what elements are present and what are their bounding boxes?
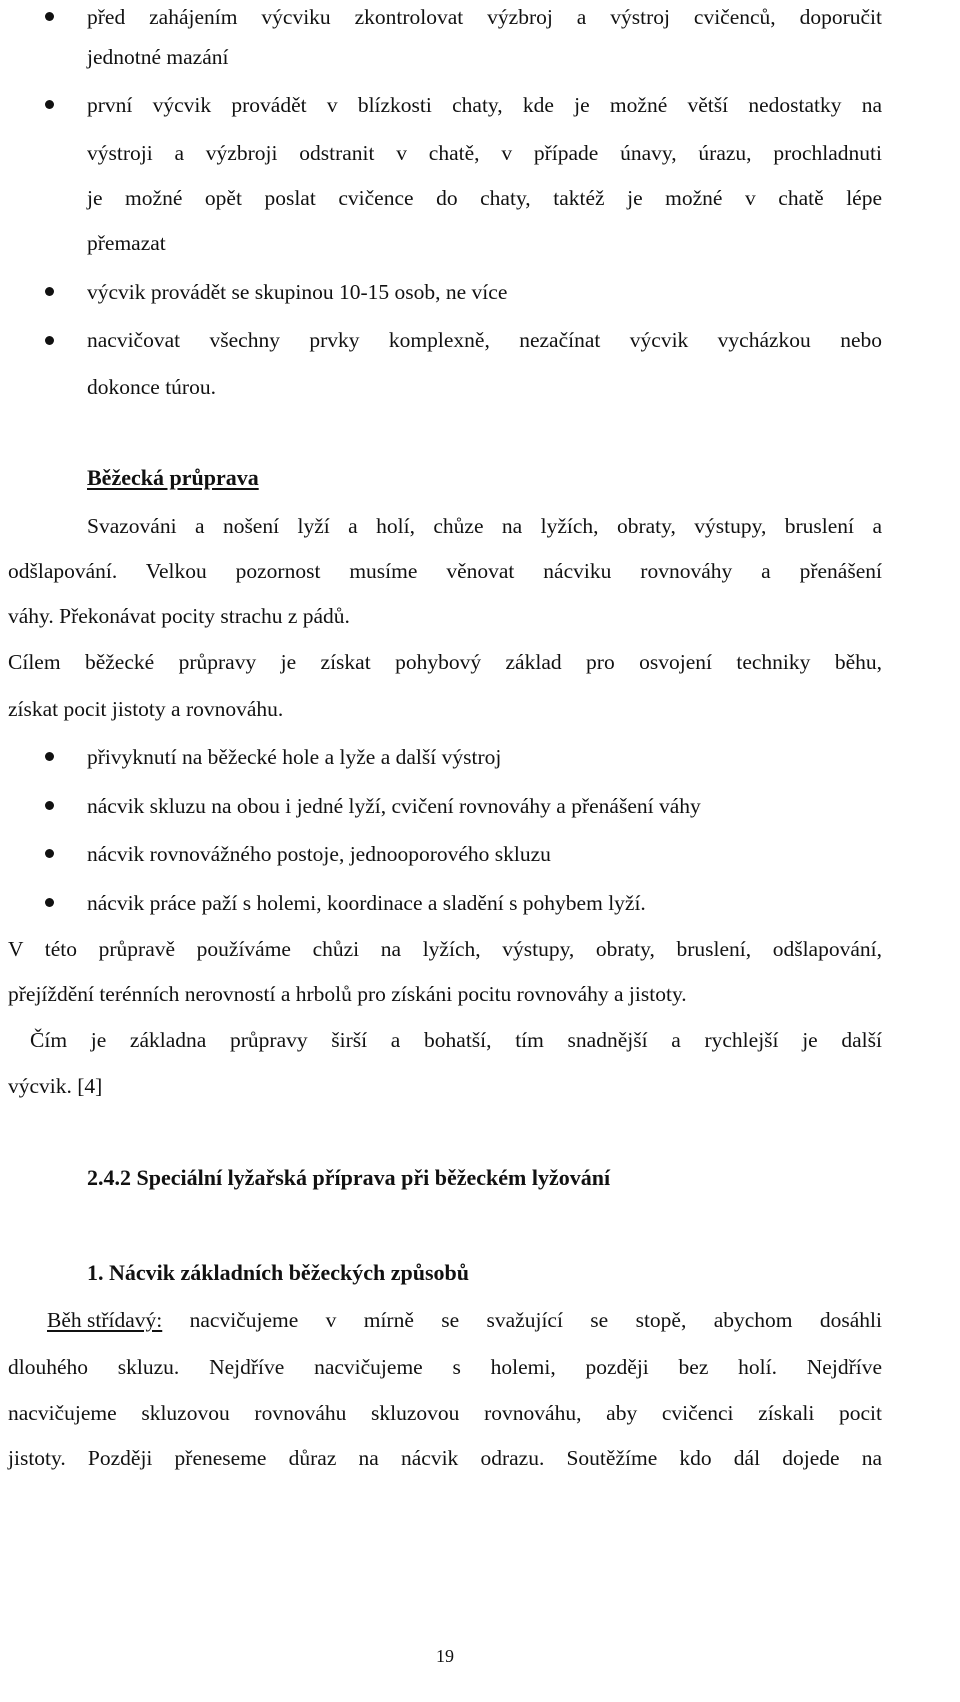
paragraph-line: Svazováni a nošení lyží a holí, chůze na lyžích, obraty, výstupy, bruslení a <box>87 514 882 538</box>
list-item-line: nacvičovat všechny prvky komplexně, nezačínat výcvik vycházkou nebo <box>87 328 882 352</box>
paragraph-line <box>47 1305 882 1335</box>
list-item-line: výstroji a výzbroji odstranit v chatě, v případe únavy, úrazu, prochladnuti <box>87 141 882 165</box>
sub-heading: 1. Nácvik základních běžeckých způsobů <box>87 1260 469 1285</box>
list-item-line: výcvik provádět se skupinou 10-15 osob, ne více <box>87 280 508 304</box>
bullet-icon <box>45 801 54 810</box>
list-item-line: dokonce túrou. <box>87 375 216 399</box>
paragraph-line: odšlapování. Velkou pozornost musíme věnovat nácviku rovnováhy a přenášení <box>8 559 882 583</box>
bullet-icon <box>45 12 54 21</box>
paragraph-line: dlouhého skluzu. Nejdříve nacvičujeme s holemi, později bez holí. Nejdříve <box>8 1355 882 1379</box>
paragraph-line: získat pocit jistoty a rovnováhu. <box>8 697 284 721</box>
section-heading: Běžecká průprava <box>87 465 259 490</box>
term-label: Běh střídavý: <box>47 1308 163 1332</box>
paragraph-line: jistoty. Později přeneseme důraz na nácvik odrazu. Soutěžíme kdo dál dojede na <box>8 1446 882 1470</box>
list-item-line: jednotné mazání <box>87 45 229 69</box>
list-item: nácvik rovnovážného postoje, jednooporového skluzu <box>87 842 551 866</box>
list-item-line: přemazat <box>87 231 166 255</box>
list-item: přivyknutí na běžecké hole a lyže a další výstroj <box>87 745 502 769</box>
paragraph-text: nacvičujeme v mírně se svažující se stopě, abychom dosáhli <box>162 1308 882 1332</box>
paragraph-line: Cílem běžecké průpravy je získat pohybový základ pro osvojení techniky běhu, <box>8 650 882 674</box>
list-item-line: je možné opět poslat cvičence do chaty, taktéž je možné v chatě lépe <box>87 186 882 210</box>
paragraph-line: nacvičujeme skluzovou rovnováhu skluzovou rovnováhu, aby cvičenci získali pocit <box>8 1401 882 1425</box>
list-item-line: před zahájením výcviku zkontrolovat výzbroj a výstroj cvičenců, doporučit <box>87 5 882 29</box>
bullet-icon <box>45 849 54 858</box>
paragraph-line: V této průpravě používáme chůzi na lyžích, výstupy, obraty, bruslení, odšlapování, <box>8 937 882 961</box>
list-item-line: první výcvik provádět v blízkosti chaty, kde je možné větší nedostatky na <box>87 93 882 117</box>
bullet-icon <box>45 336 54 345</box>
paragraph-line: váhy. Překonávat pocity strachu z pádů. <box>8 604 350 628</box>
page-number: 19 <box>436 1646 454 1666</box>
paragraph-line: přejíždění terénních nerovností a hrbolů pro získáni pocitu rovnováhy a jistoty. <box>8 982 687 1006</box>
paragraph-line: výcvik. [4] <box>8 1074 103 1098</box>
list-item: nácvik práce paží s holemi, koordinace a sladění s pohybem lyží. <box>87 891 646 915</box>
section-heading: 2.4.2 Speciální lyžařská příprava při běžeckém lyžování <box>87 1165 611 1190</box>
bullet-icon <box>45 898 54 907</box>
list-item: nácvik skluzu na obou i jedné lyží, cvičení rovnováhy a přenášení váhy <box>87 794 701 818</box>
bullet-icon <box>45 100 54 109</box>
paragraph-line: Čím je základna průpravy širší a bohatší, tím snadnější a rychlejší je další <box>30 1028 882 1052</box>
bullet-icon <box>45 287 54 296</box>
bullet-icon <box>45 752 54 761</box>
